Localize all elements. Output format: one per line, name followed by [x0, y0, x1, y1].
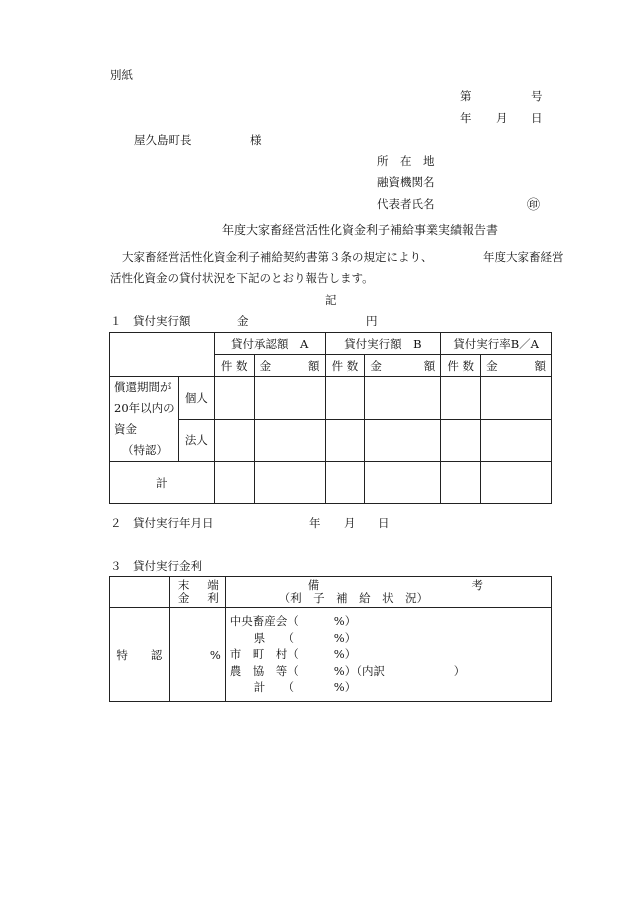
number-dai: 第 [460, 89, 472, 103]
sender-representative-label: 代表者氏名 [377, 197, 435, 211]
table-cell [365, 419, 441, 462]
table-cell [481, 462, 552, 504]
subheader-amount: 金 額 [481, 355, 552, 377]
section2-heading: ２ 貸付実行年月日 [110, 516, 214, 530]
header-executed-amount: 貸付実行額 B [325, 333, 441, 355]
attachment-label: 別紙 [110, 68, 133, 82]
note-line-total: 計 （ %） [253, 680, 357, 695]
row-label-individual: 個人 [178, 377, 214, 420]
sender-address-label: 所 在 地 [377, 154, 435, 168]
table-cell [441, 462, 481, 504]
header-execution-rate: 貸付実行率B／A [441, 333, 552, 355]
number-go: 号 [531, 89, 543, 103]
table-cell [441, 377, 481, 420]
section1-yen: 円 [366, 314, 378, 328]
table-cell [214, 419, 254, 462]
date-year: 年 [460, 111, 472, 125]
row-label-total: 計 [110, 462, 215, 504]
note-line-agri-coop: 農 協 等（ %）（内訳 ） [229, 663, 466, 678]
subheader-count: 件 数 [325, 355, 365, 377]
table-cell [325, 419, 365, 462]
note-line-municipality: 市 町 村（ %） [229, 647, 357, 662]
addressee-sama: 様 [250, 133, 262, 147]
section2-year: 年 [309, 516, 321, 530]
sender-institution-label: 融資機関名 [377, 175, 435, 189]
row-label-special-approval: 特 認 [110, 608, 170, 702]
body-line2: 活性化資金の貸付状況を下記のとおり報告します。 [110, 271, 374, 285]
body-line1-a: 大家畜経営活性化資金利子補給契約書第３条の規定により、 [122, 250, 433, 264]
ki-label: 記 [325, 293, 337, 307]
note-line-prefecture: 県 （ %） [253, 630, 357, 645]
table-cell [254, 462, 325, 504]
loan-amount-table [109, 332, 552, 504]
row-label-corporate: 法人 [178, 419, 214, 462]
section1-heading: １ 貸付実行額 [110, 314, 191, 328]
subheader-count: 件 数 [441, 355, 481, 377]
header-end-rate: 末 端 金 利 [169, 577, 225, 608]
row-group-label: 償還期間が 20年以内の 資金 （特認） [110, 377, 179, 462]
section2-month: 月 [344, 516, 356, 530]
section1-kin: 金 [237, 314, 249, 328]
date-day: 日 [531, 111, 543, 125]
interest-rate-table [109, 576, 552, 702]
subheader-amount: 金 額 [365, 355, 441, 377]
table-cell [325, 462, 365, 504]
header-approved-amount: 貸付承認額 A [214, 333, 325, 355]
subheader-amount: 金 額 [254, 355, 325, 377]
table-cell [481, 419, 552, 462]
table-cell [365, 377, 441, 420]
note-line-central: 中央畜産会（ %） [229, 614, 357, 628]
body-line1-b: 年度大家畜経営 [483, 250, 564, 264]
interest-subsidy-notes [225, 608, 551, 702]
date-month: 月 [496, 111, 508, 125]
table-cell [214, 377, 254, 420]
table-cell [254, 419, 325, 462]
table2-corner-cell [110, 577, 170, 608]
seal-mark: ㊞ [527, 198, 541, 213]
table1-corner-cell [110, 333, 215, 377]
section2-day: 日 [378, 516, 390, 530]
table-cell [214, 462, 254, 504]
section3-heading: ３ 貸付実行金利 [110, 559, 202, 573]
rate-percent-cell: % [169, 608, 225, 702]
table-cell [441, 419, 481, 462]
document-title: 年度大家畜経営活性化資金利子補給事業実績報告書 [222, 223, 499, 237]
addressee-name: 屋久島町長 [134, 133, 192, 147]
table-cell [365, 462, 441, 504]
table-cell [325, 377, 365, 420]
table-cell [254, 377, 325, 420]
header-notes: 備 考 （利 子 補 給 状 況） [225, 577, 551, 608]
table-cell [481, 377, 552, 420]
subheader-count: 件 数 [214, 355, 254, 377]
